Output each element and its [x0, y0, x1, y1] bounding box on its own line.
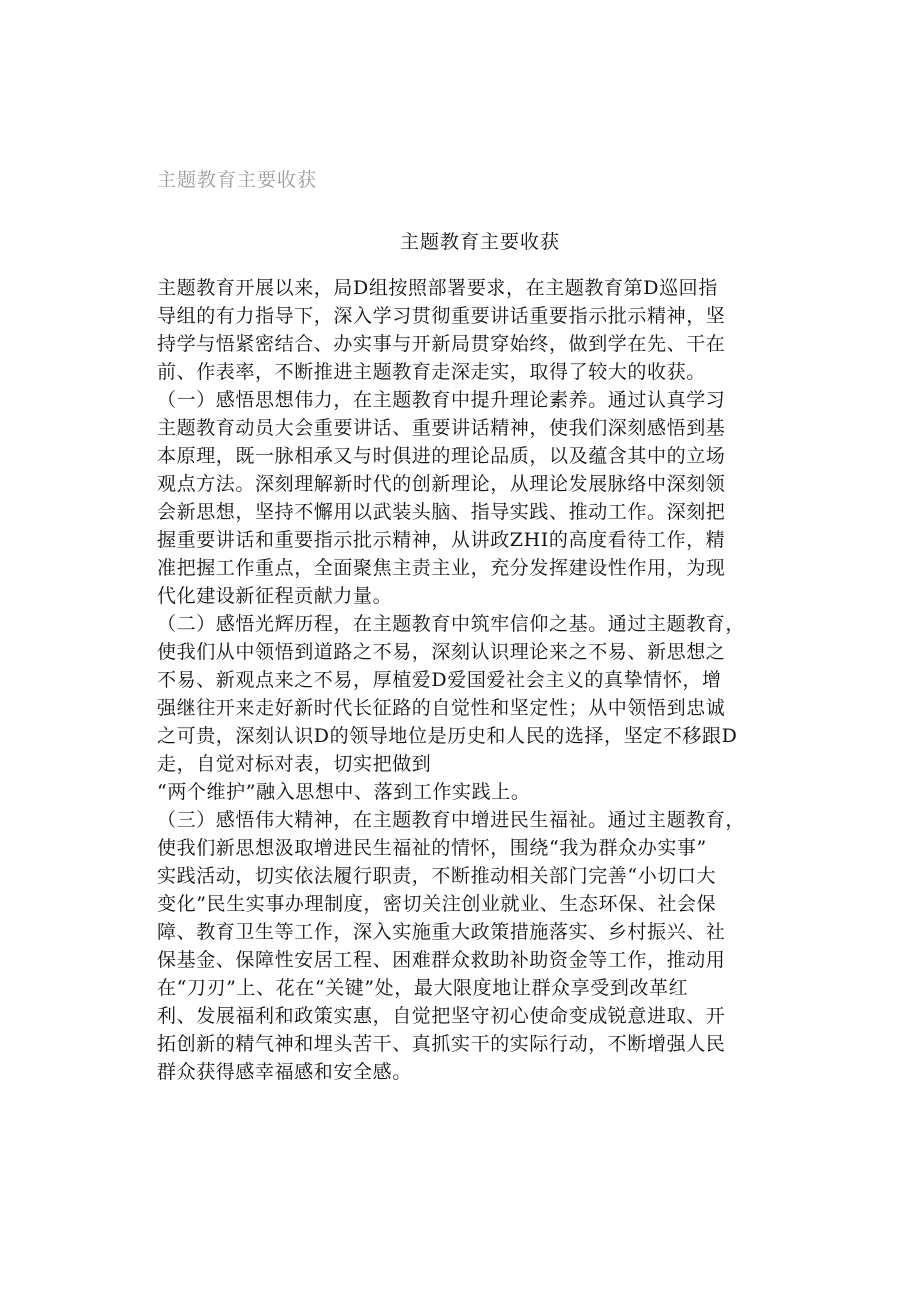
text-line: 强继往开来走好新时代长征路的自觉性和坚定性；从中领悟到忠诚: [157, 697, 726, 719]
text-line: 持学与悟紧密结合、办实事与开新局贯穿始终，做到学在先、干在: [157, 333, 726, 355]
text-line: 保基金、保障性安居工程、困难群众救助补助资金等工作，推动用: [157, 949, 726, 971]
text-line: 代化建设新征程贡献力量。: [157, 585, 393, 607]
text-line: 本原理，既一脉相承又与时俱进的理论品质，以及蕴含其中的立场: [157, 445, 726, 467]
text-line: 主题教育开展以来，局D组按照部署要求，在主题教育第D巡回指: [157, 277, 718, 299]
text-line: 之可贵，深刻认识D的领导地位是历史和人民的选择，坚定不移跟D: [157, 725, 738, 747]
header-title: 主题教育主要收获: [157, 169, 318, 191]
text-line: （一）感悟思想伟力，在主题教育中提升理论素养。通过认真学习: [157, 389, 726, 411]
text-line: （二）感悟光辉历程，在主题教育中筑牢信仰之基。通过主题教育，: [157, 613, 746, 635]
text-line: 群众获得感幸福感和安全感。: [157, 1061, 412, 1083]
text-line: 障、教育卫生等工作，深入实施重大政策措施落实、乡村振兴、社: [157, 921, 726, 943]
document-body: [157, 274, 757, 1086]
text-line: 在“刀刃”上、花在“关键”处，最大限度地让群众享受到改革红: [157, 977, 689, 999]
document-title: 主题教育主要收获: [399, 231, 560, 253]
text-line: 利、发展福利和政策实惠，自觉把坚守初心使命变成锐意进取、开: [157, 1005, 726, 1027]
text-line: 导组的有力指导下，深入学习贯彻重要讲话重要指示批示精神，坚: [157, 305, 726, 327]
text-line: 变化”民生实事办理制度，密切关注创业就业、生态环保、社会保: [157, 893, 717, 915]
text-line: 会新思想，坚持不懈用以武装头脑、指导实践、推动工作。深刻把: [157, 501, 726, 523]
text-line: 主题教育动员大会重要讲话、重要讲话精神，使我们深刻感悟到基: [157, 417, 726, 439]
text-line: 拓创新的精气神和埋头苦干、真抓实干的实际行动，不断增强人民: [157, 1033, 726, 1055]
text-line: 观点方法。深刻理解新时代的创新理论，从理论发展脉络中深刻领: [157, 473, 726, 495]
text-line: 使我们从中领悟到道路之不易，深刻认识理论来之不易、新思想之: [157, 641, 726, 663]
text-line: “两个维护”融入思想中、落到工作实践上。: [157, 781, 531, 803]
text-line: 前、作表率，不断推进主题教育走深走实，取得了较大的收获。: [157, 361, 706, 383]
text-line: 实践活动，切实依法履行职责，不断推动相关部门完善“小切口大: [157, 865, 717, 887]
text-line: （三）感悟伟大精神，在主题教育中增进民生福祉。通过主题教育，: [157, 809, 746, 831]
text-line: 走，自觉对标对表，切实把做到: [157, 753, 432, 775]
text-line: 不易、新观点来之不易，厚植爱D爱国爱社会主义的真挚情怀，增: [157, 669, 722, 691]
text-line: 握重要讲话和重要指示批示精神，从讲政ZHI的高度看待工作，精: [157, 529, 726, 551]
text-line: 准把握工作重点，全面聚焦主责主业，充分发挥建设性作用，为现: [157, 557, 726, 579]
text-line: 使我们新思想汲取增进民生福祉的情怀，围绕“我为群众办实事”: [157, 837, 707, 859]
